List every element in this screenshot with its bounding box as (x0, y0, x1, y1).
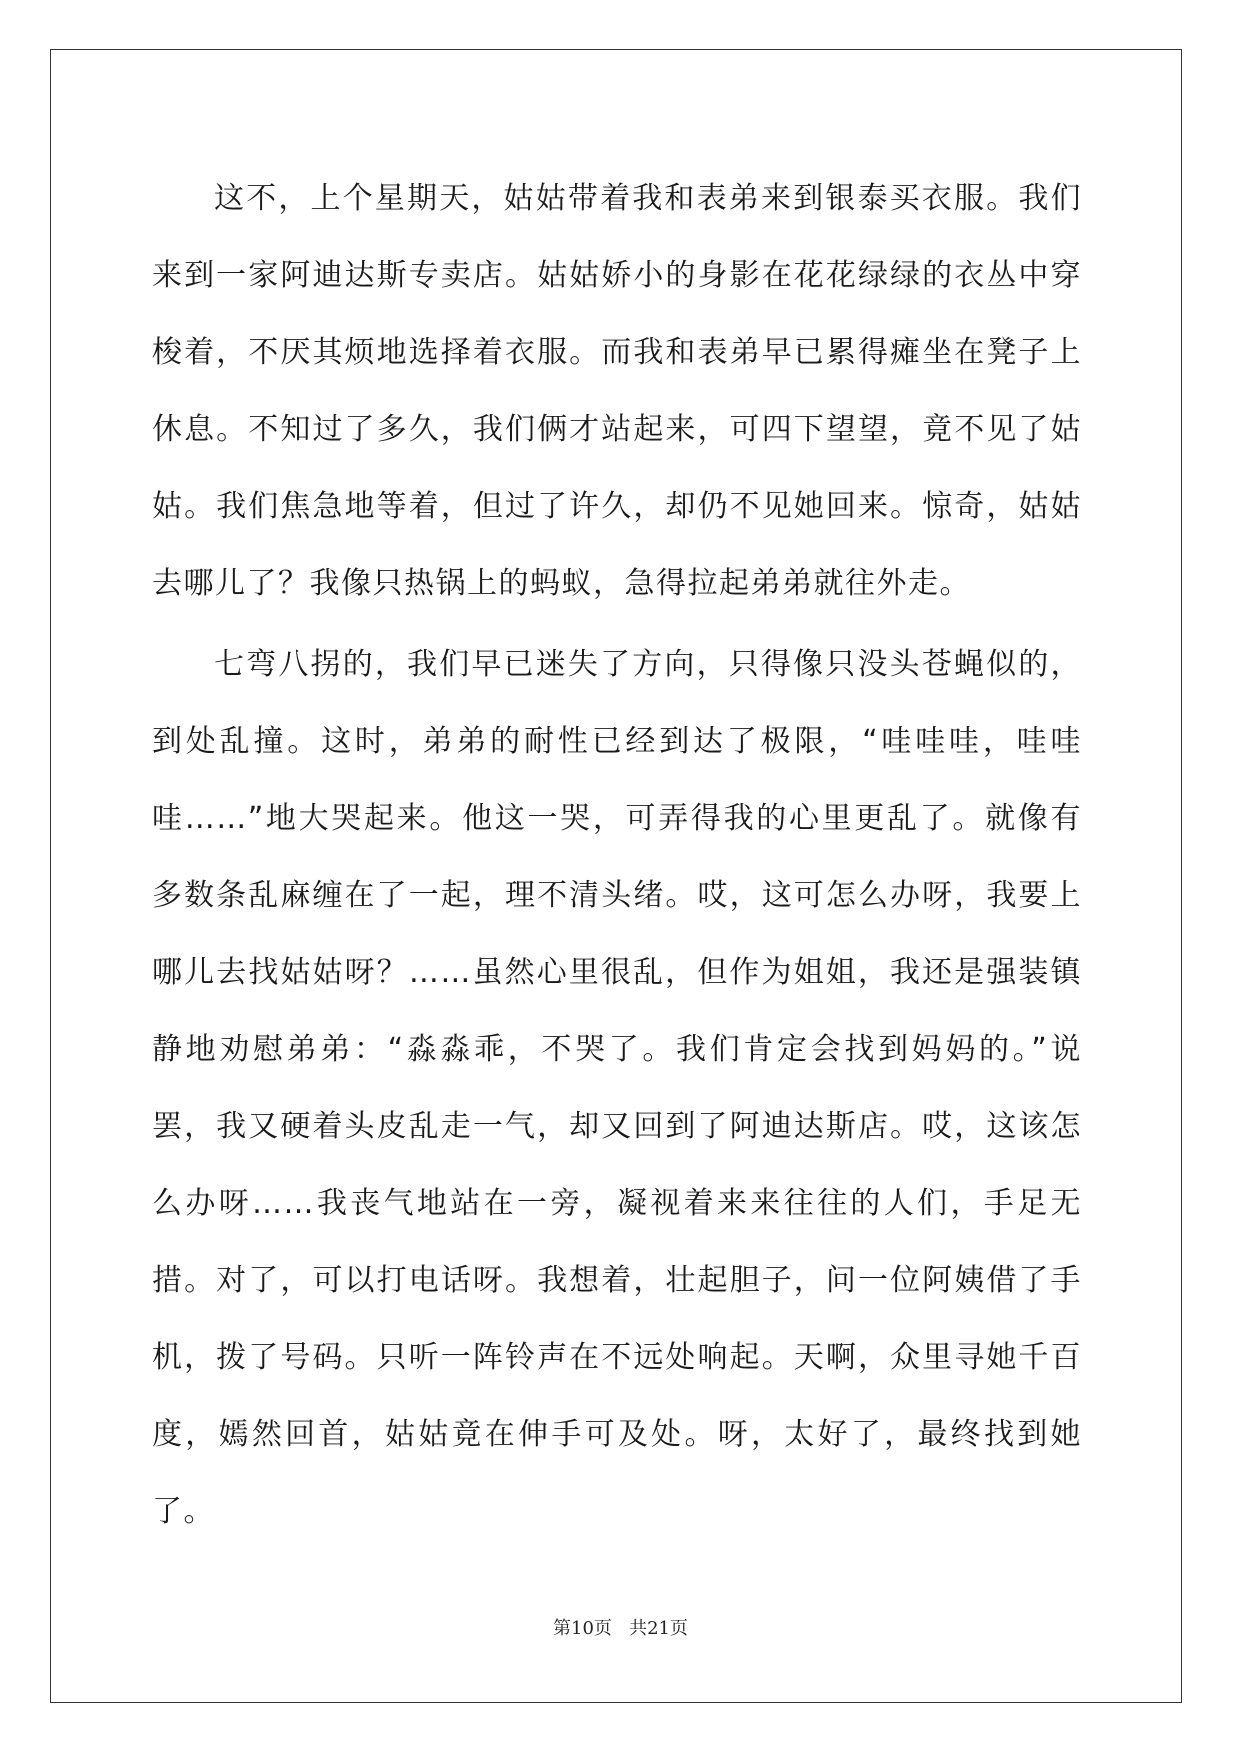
paragraph: 这不，上个星期天，姑姑带着我和表弟来到银泰买衣服。我们来到一家阿迪达斯专卖店。姑姑娇小的身影在花花绿绿的衣丛中穿梭着，不厌其烦地选择着衣服。而我和表弟早已累得瘫坐在凳子上休息。不知过了多久，我们俩才站起来，可四下望望，竟不见了姑姑。我们焦急地等着，但过了许久，却仍不见她回来。惊奇，姑姑去哪儿了？我像只热锅上的蚂蚁，急得拉起弟弟就往外走。 (152, 181, 1082, 601)
page-total: 共21页 (629, 1618, 688, 1639)
page-footer (0, 1614, 1241, 1640)
page-number: 第10页 (553, 1618, 612, 1639)
document-body (152, 160, 1082, 1550)
paragraph: 七弯八拐的，我们早已迷失了方向，只得像只没头苍蝇似的，到处乱撞。这时，弟弟的耐性已经到达了极限，“哇哇哇，哇哇哇……”地大哭起来。他这一哭，可弄得我的心里更乱了。就像有多数条乱麻缠在了一起，理不清头绪。哎，这可怎么办呀，我要上哪儿去找姑姑呀？……虽然心里很乱，但作为姐姐，我还是强装镇静地劝慰弟弟：“淼淼乖，不哭了。我们肯定会找到妈妈的。”说罢，我又硬着头皮乱走一气，却又回到了阿迪达斯店。哎，这该怎么办呀……我丧气地站在一旁，凝视着来来往往的人们，手足无措。对了，可以打电话呀。我想着，壮起胆子，问一位阿姨借了手机，拨了号码。只听一阵铃声在不远处响起。天啊，众里寻她千百度，嫣然回首，姑姑竟在伸手可及处。呀，太好了，最终找到她了。 (152, 647, 1082, 1529)
